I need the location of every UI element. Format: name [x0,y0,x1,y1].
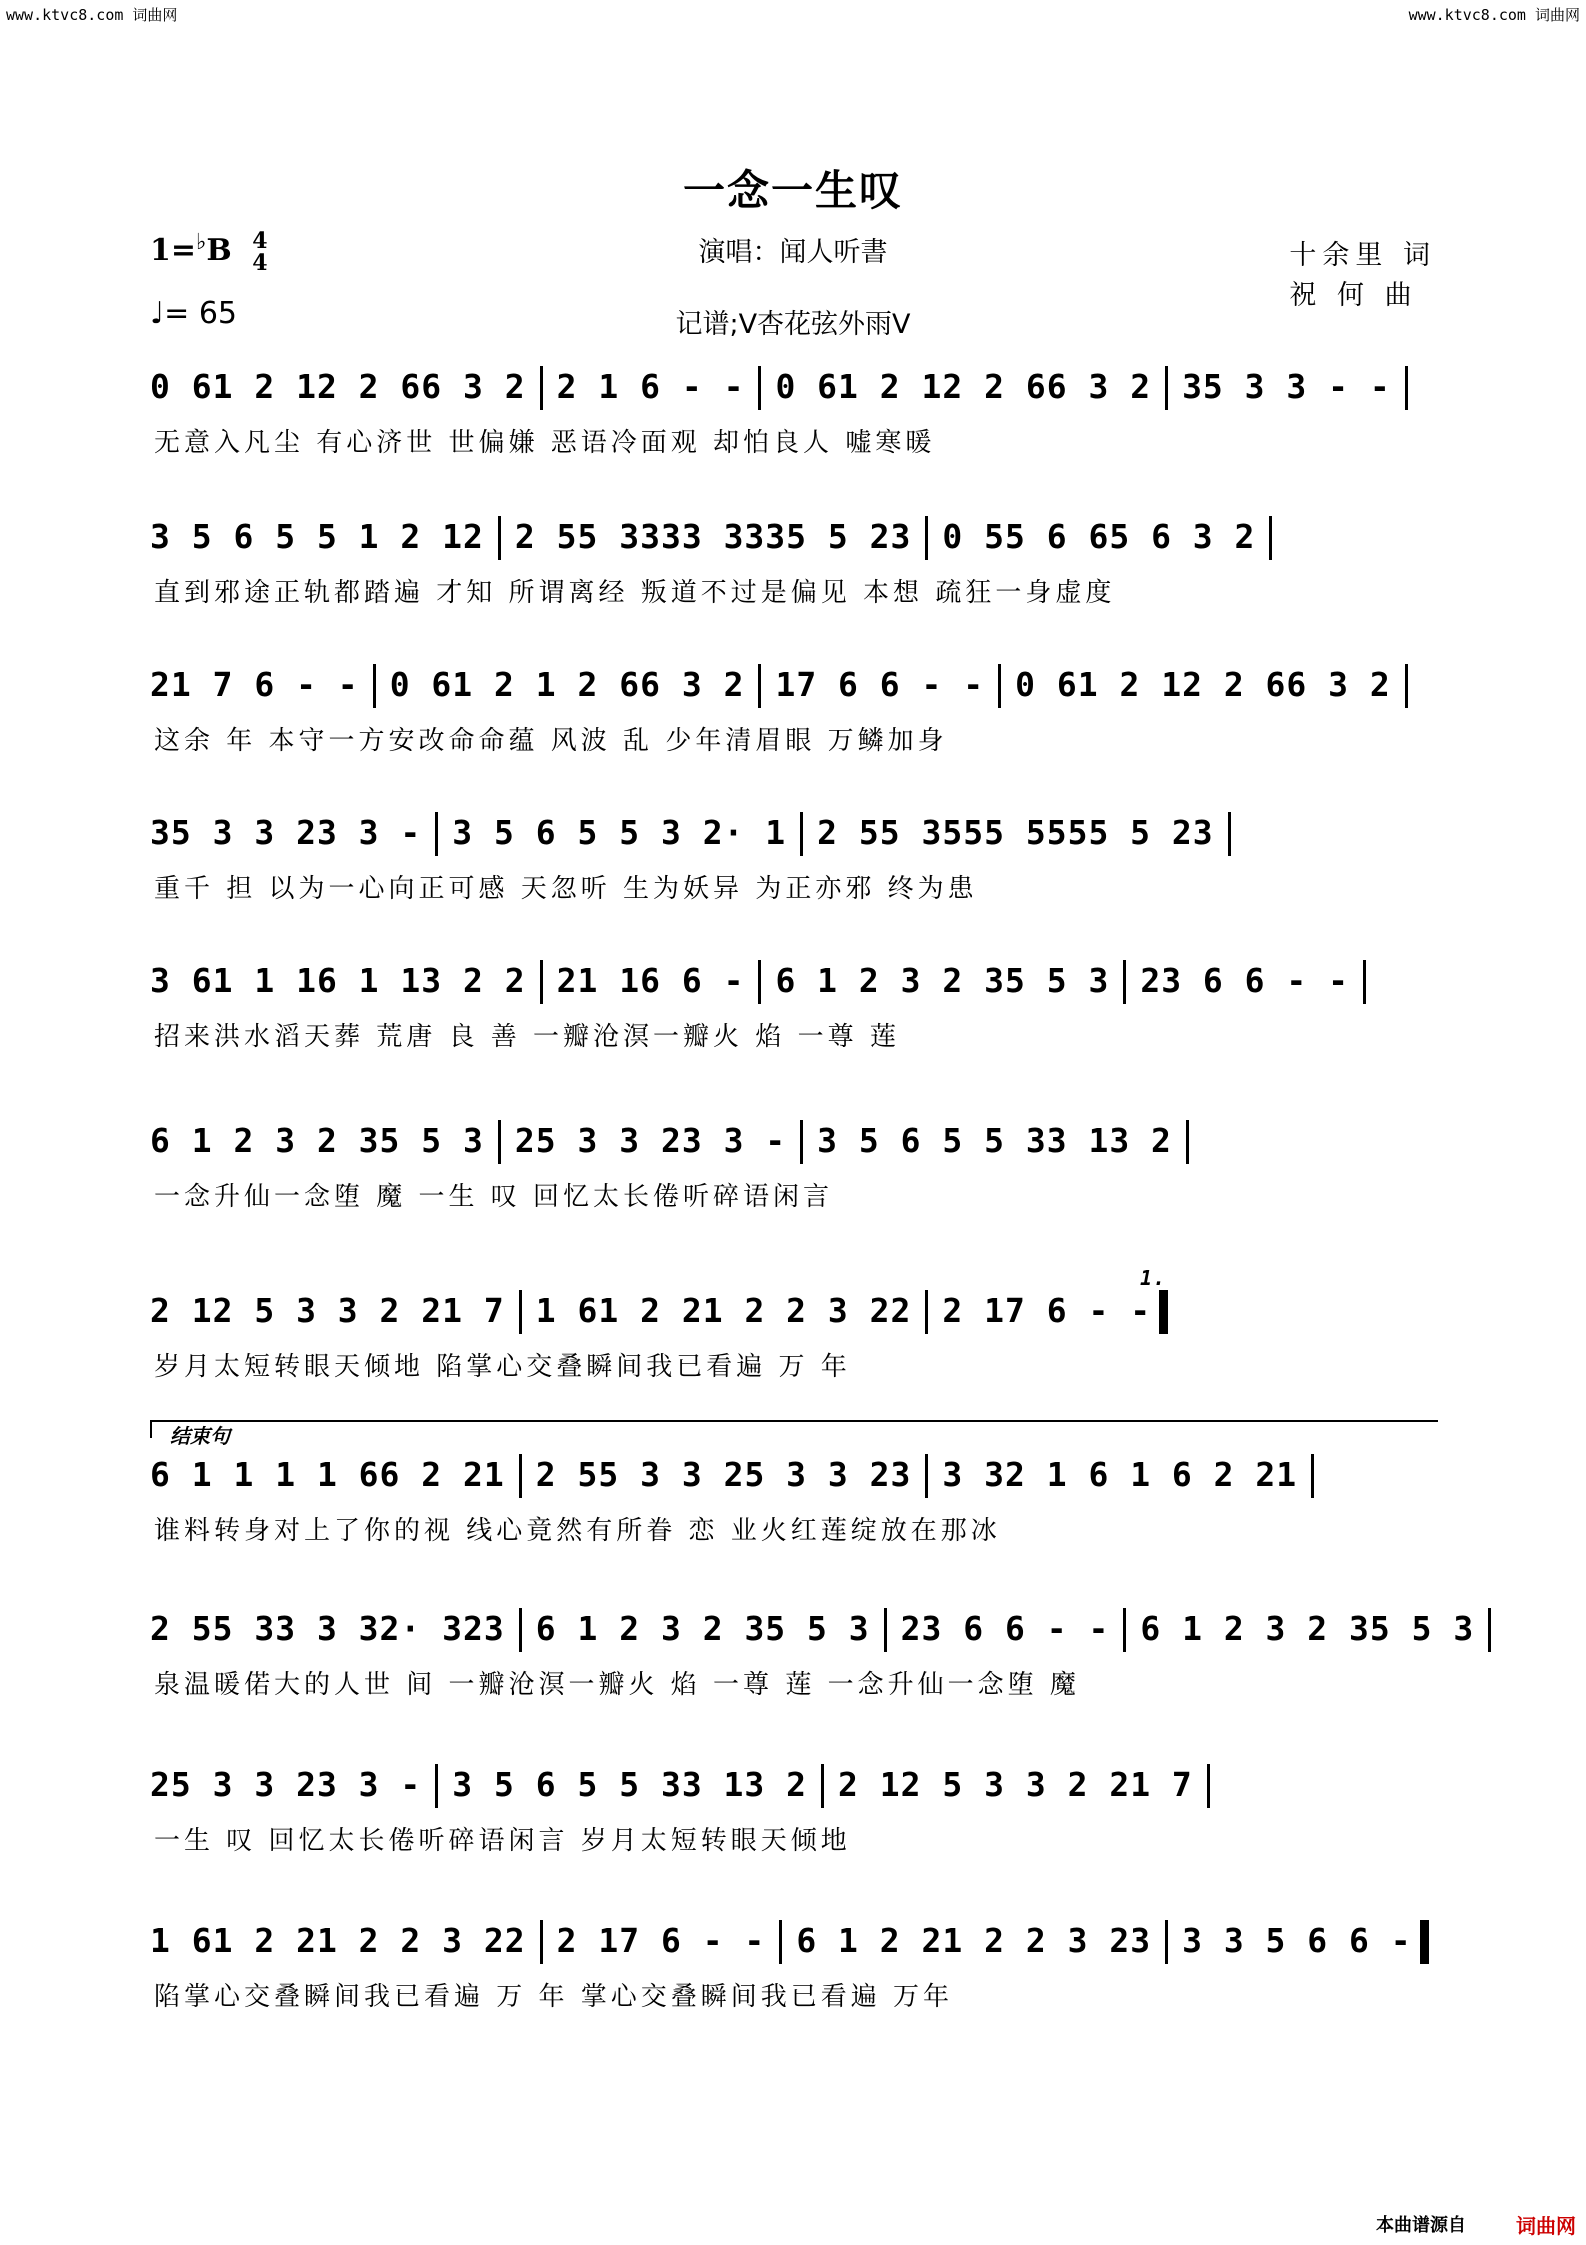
lyrics-row: 泉温暖偌大的人世 间 一瓣沧溟一瓣火 焰 一尊 莲 一念升仙一念堕 魔 [154,1670,1080,1700]
measure: 3 5 6 5 5 33 13 2 [817,1120,1172,1160]
notes-row [150,812,1440,868]
barline [540,960,543,1004]
barline [498,1120,501,1164]
lyrics-row: 无意入凡尘 有心济世 世偏嫌 恶语冷面观 却怕良人 嘘寒暖 [154,428,936,458]
measure: 2 1 6 - - [556,366,745,406]
score-line [150,960,1440,1056]
measure: 23 6 6 - - [900,1608,1110,1648]
barline [925,1290,928,1334]
key-prefix: 1= [150,233,197,268]
notes-row [150,1920,1440,1976]
measure: 21 7 6 - - [150,664,359,704]
measure: 2 17 6 - - [556,1920,766,1960]
lyrics-row: 重千 担 以为一心向正可感 天忽听 生为妖异 为正亦邪 终为患 [154,874,978,904]
notes-row [150,1764,1440,1820]
footer-logo: 词曲网 [1516,2214,1576,2238]
measure: 23 6 6 - - [1140,960,1350,1000]
lyrics-row: 岁月太短转眼天倾地 陷掌心交叠瞬间我已看遍 万 年 [154,1352,851,1382]
coda-label: 结束句 [170,1424,230,1448]
barline [540,366,543,410]
notes-row [150,960,1440,1016]
notes-row [150,366,1440,422]
measure: 2 12 5 3 3 2 21 7 [838,1764,1193,1804]
lyrics-row: 陷掌心交叠瞬间我已看遍 万 年 掌心交叠瞬间我已看遍 万年 [154,1982,954,2012]
barline [1207,1764,1210,1808]
measure: 2 55 33 3 32· 323 [150,1608,505,1648]
measure: 25 3 3 23 3 - [514,1120,787,1160]
score-line [150,664,1440,760]
barline [758,960,761,1004]
barline [373,664,376,708]
barline [758,664,761,708]
coda-bracket-tick [150,1420,152,1438]
barline [1123,1608,1126,1652]
barline [1123,960,1126,1004]
measure: 0 61 2 12 2 66 3 2 [775,366,1152,406]
barline [758,366,761,410]
measure: 2 55 3555 5555 5 23 [817,812,1214,852]
measure: 3 5 6 5 5 1 2 12 [150,516,484,556]
measure: 6 1 2 3 2 35 5 3 [1140,1608,1475,1648]
barline [540,1920,543,1964]
barline [519,1454,522,1498]
barline [1488,1608,1491,1652]
measure: 35 3 3 23 3 - [150,812,422,852]
measure: 1 61 2 21 2 2 3 22 [535,1290,912,1330]
credits-block [1289,236,1436,316]
corner-watermark-right: www.ktvc8.com 词曲网 [1408,6,1580,24]
repeat-end-barline [1159,1290,1168,1334]
measure: 0 55 6 65 6 3 2 [942,516,1256,556]
measure: 6 1 2 3 2 35 5 3 [775,960,1110,1000]
flat-symbol: ♭ [196,230,207,255]
measure: 17 6 6 - - [775,664,985,704]
barline [1311,1454,1314,1498]
barline [1405,664,1408,708]
measure: 0 61 2 12 2 66 3 2 [150,366,526,406]
measure: 6 1 1 1 1 66 2 21 [150,1454,505,1494]
barline [925,1454,928,1498]
barline [925,516,928,560]
measure: 25 3 3 23 3 - [150,1764,422,1804]
transcriber-credit: 记谱;V杏花弦外雨V [675,309,911,340]
barline [1405,366,1408,410]
measure: 2 17 6 - - [942,1290,1152,1330]
corner-watermark-left: www.ktvc8.com 词曲网 [6,6,178,24]
score-line [150,1920,1440,2016]
score-line [150,1454,1440,1550]
barline [1165,366,1168,410]
barline [1228,812,1231,856]
time-signature [252,230,267,274]
lyrics-row: 招来洪水滔天葬 荒唐 良 善 一瓣沧溟一瓣火 焰 一尊 莲 [154,1022,900,1052]
measure: 0 61 2 1 2 66 3 2 [389,664,745,704]
barline [498,516,501,560]
barline [1165,1920,1168,1964]
lyrics-row: 一生 叹 回忆太长倦听碎语闲言 岁月太短转眼天倾地 [154,1826,851,1856]
barline [519,1290,522,1334]
measure: 2 55 3 3 25 3 3 23 [535,1454,912,1494]
measure: 2 55 3333 3335 5 23 [514,516,912,556]
measure: 6 1 2 3 2 35 5 3 [535,1608,870,1648]
key-signature [150,230,268,274]
lyrics-row: 直到邪途正轨都踏遍 才知 所谓离经 叛道不过是偏见 本想 疏狂一身虚度 [154,578,1116,608]
notes-row [150,664,1440,720]
lyrics-row: 谁料转身对上了你的视 线心竟然有所眷 恋 业火红莲绽放在那冰 [154,1516,1001,1546]
measure: 2 12 5 3 3 2 21 7 [150,1290,505,1330]
score-line [150,366,1440,462]
barline [998,664,1001,708]
first-ending-label: 1. [1140,1266,1167,1290]
barline [1269,516,1272,560]
barline [519,1608,522,1652]
measure: 3 5 6 5 5 3 2· 1 [452,812,787,852]
measure: 3 32 1 6 1 6 2 21 [942,1454,1298,1494]
lyricist-credit: 十余里 词 [1289,240,1436,271]
barline [1363,960,1366,1004]
lyrics-row: 这余 年 本守一方安改命命蕴 风波 乱 少年清眉眼 万鳞加身 [154,726,948,756]
measure: 35 3 3 - - [1182,366,1391,406]
notes-row [150,1120,1440,1176]
lyrics-row: 一念升仙一念堕 魔 一生 叹 回忆太长倦听碎语闲言 [154,1182,834,1212]
score-line [150,1266,1440,1386]
tempo-marking [150,296,237,331]
measure: 21 16 6 - [556,960,745,1000]
barline [821,1764,824,1808]
tempo-value: = 65 [164,296,238,331]
singer-credit: 演唱：闻人听書 [698,237,888,268]
barline [779,1920,782,1964]
score-line [150,1120,1440,1216]
quarter-note-icon: ♩ [150,296,165,331]
measure: 0 61 2 12 2 66 3 2 [1015,664,1391,704]
measure: 6 1 2 21 2 2 3 23 [796,1920,1152,1960]
song-title: 一念一生叹 [682,166,903,215]
barline [800,1120,803,1164]
notes-row [150,516,1440,572]
barline [884,1608,887,1652]
measure: 1 61 2 21 2 2 3 22 [150,1920,526,1960]
time-top: 4 [252,228,268,254]
score-line [150,516,1440,612]
score-line [150,1764,1440,1860]
key-note: B [206,233,232,268]
measure: 3 3 5 6 6 - [1182,1920,1412,1960]
notes-row [150,1266,1440,1346]
coda-bracket-line [150,1420,1438,1422]
measure: 3 61 1 16 1 13 2 2 [150,960,526,1000]
footer-source-text: 本曲谱源自 [1376,2215,1466,2236]
notes-row [150,1608,1475,1664]
barline [800,812,803,856]
notes-row [150,1454,1440,1510]
barline [435,1764,438,1808]
barline [1186,1120,1189,1164]
measure: 3 5 6 5 5 33 13 2 [452,1764,808,1804]
repeat-end-barline [1420,1920,1429,1964]
barline [435,812,438,856]
score-line [150,812,1440,908]
measure: 6 1 2 3 2 35 5 3 [150,1120,484,1160]
composer-credit: 祝 何 曲 [1289,280,1418,311]
time-bottom: 4 [252,250,268,276]
score-line [150,1608,1475,1704]
